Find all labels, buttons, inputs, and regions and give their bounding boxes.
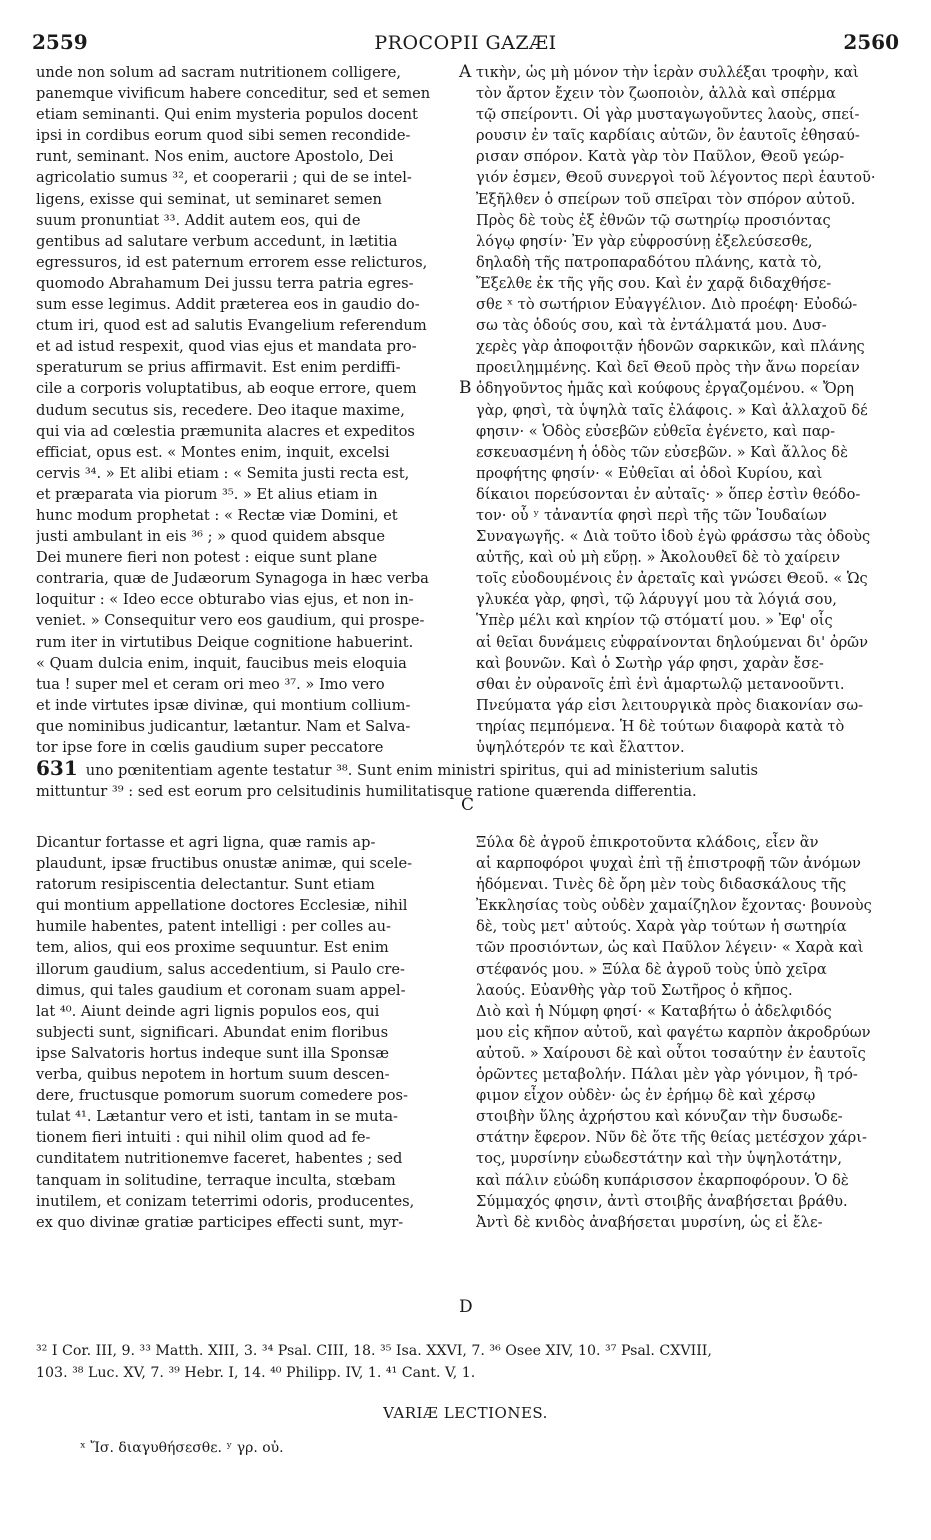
text-line: τικὴν, ὡς μὴ μόνον τὴν ἱερὰν συλλέξαι τροφὴν, καὶ bbox=[476, 64, 859, 81]
text-line: speraturum se prius affirmavit. Est enim perdiffi- bbox=[36, 359, 401, 377]
text-line: ἡδόμεναι. Τινὲς δὲ ὄρη μὲν τοὺς διδασκάλους τῆς bbox=[476, 876, 847, 894]
text-line: etiam seminanti. Qui enim mysteria populos docent bbox=[36, 106, 418, 124]
text-line: προειλημμένης. Καὶ δεῖ Θεοῦ πρὸς τὴν ἄνω πορείαν bbox=[476, 359, 860, 377]
margin-marker-b: B bbox=[459, 378, 472, 398]
text-line: et inde virtutes ipsæ divinæ, qui montium collium- bbox=[36, 696, 411, 714]
text-line: egressuros, id est paternum errorem esse relicturos, bbox=[36, 253, 428, 271]
text-line: cile a corporis voluptatibus, ab eoque errore, quem bbox=[36, 380, 417, 398]
text-line: loquitur : « Ideo ecce obturabo vias ejus, et non in- bbox=[36, 591, 414, 609]
text-line: Ξύλα δὲ ἀγροῦ ἐπικροτοῦντα κλάδοις, εἶεν ἂν bbox=[476, 834, 819, 851]
text-line: tem, alios, qui eos proxime sequuntur. Est enim bbox=[36, 939, 389, 957]
full-width-line-2: mittuntur ³⁹ : sed est eorum pro celsitudinis humilitatisque ratione quærenda differentia. bbox=[36, 783, 697, 801]
text-line: γὰρ, φησὶ, τὰ ὑψηλὰ ταῖς ἐλάφοις. » Καὶ ἀλλαχοῦ δέ bbox=[476, 401, 868, 419]
footnote-line-2: 103. ³⁸ Luc. XV, 7. ³⁹ Hebr. I, 14. ⁴⁰ Philipp. IV, 1. ⁴¹ Cant. V, 1. bbox=[36, 1365, 476, 1381]
text-line: γλυκέα γὰρ, φησὶ, τῷ λάρυγγί μου τὰ λόγιά σου, bbox=[476, 591, 837, 609]
text-line: illorum gaudium, salus accedentium, si Paulo cre- bbox=[36, 960, 405, 978]
margin-marker-d: D bbox=[459, 1297, 473, 1317]
text-line: panemque vivificum habere conceditur, sed et semen bbox=[36, 85, 431, 103]
text-line: sum esse legimus. Addit præterea eos in gaudio do- bbox=[36, 296, 420, 314]
text-line: τῶν προσιόντων, ὡς καὶ Παῦλον λέγειν· « Χαρὰ καὶ bbox=[476, 939, 864, 957]
text-line: Dicantur fortasse et agri ligna, quæ ramis ap- bbox=[36, 834, 376, 851]
greek-column-lower bbox=[476, 832, 896, 1233]
variae-lectiones-heading: VARIÆ LECTIONES. bbox=[383, 1404, 548, 1422]
footnote-line-1: ³² I Cor. III, 9. ³³ Matth. XIII, 3. ³⁴ Psal. CIII, 18. ³⁵ Isa. XXVI, 7. ³⁶ Osee XIV, 10. ³⁷ Psal. CXVIII, bbox=[36, 1343, 712, 1359]
footnotes bbox=[36, 1340, 896, 1384]
margin-marker-a: A bbox=[459, 62, 472, 82]
text-line: tionem fieri intuiti : qui nihil olim quod ad fe- bbox=[36, 1129, 371, 1147]
text-line: Ἀντὶ δὲ κνιδὸς ἀναβήσεται μυρσίνη, ὡς εἰ ἔλε- bbox=[476, 1213, 823, 1231]
text-line: ὑψηλότερόν τε καὶ ἔλαττον. bbox=[476, 739, 685, 756]
text-line: dere, fructusque pomorum suorum comedere pos- bbox=[36, 1087, 408, 1105]
text-line: que nominibus judicantur, lætantur. Nam et Salva- bbox=[36, 717, 411, 735]
text-line: suum pronuntiat ³³. Addit autem eos, qui de bbox=[36, 211, 361, 229]
text-line: ipse Salvatoris hortus indeque sunt illa Sponsæ bbox=[36, 1044, 389, 1062]
text-line: γιόν ἐσμεν, Θεοῦ συνεργοὶ τοῦ λέγοντος περὶ ἑαυτοῦ· bbox=[476, 169, 876, 187]
text-line: αὐτοῦ. » Χαίρουσι δὲ καὶ οὗτοι τοσαύτην ἐν ἑαυτοῖς bbox=[476, 1044, 866, 1062]
variae-lectiones-note: ˣ Ἴσ. διαγυθήσεσθε. ʸ γρ. οὐ. bbox=[80, 1440, 284, 1456]
text-line: « Quam dulcia enim, inquit, faucibus meis eloquia bbox=[36, 654, 407, 672]
full-width-text bbox=[36, 758, 896, 802]
text-line: tor ipse fore in cœlis gaudium super peccatore bbox=[36, 739, 384, 756]
running-title: PROCOPII GAZÆI bbox=[374, 32, 557, 54]
text-line: σω τὰς ὁδούς σου, καὶ τὰ ἐντάλματά μου. Δυσ- bbox=[476, 317, 827, 335]
text-line: Πρὸς δὲ τοὺς ἐξ ἐθνῶν τῷ σωτηρίῳ προσιόντας bbox=[476, 211, 831, 229]
text-line: humile habentes, patent intelligi : per colles au- bbox=[36, 918, 391, 936]
text-line: καὶ πάλιν εὐώδη κυπάρισσον ἐκαρποφόρουν. Ὁ δὲ bbox=[476, 1171, 849, 1189]
text-line: ratorum resipiscentia delectantur. Sunt etiam bbox=[36, 876, 375, 894]
text-line: inutilem, et conizam teterrimi odoris, producentes, bbox=[36, 1192, 415, 1210]
text-line: στέφανός μου. » Ξύλα δὲ ἀγροῦ τοὺς ὑπὸ χεῖρα bbox=[476, 960, 827, 978]
text-line: verba, quibus nepotem in hortum suum descen- bbox=[36, 1066, 390, 1084]
text-line: rum iter in virtutibus Deique cognitione habuerint. bbox=[36, 633, 414, 651]
text-line: et ad istud respexit, quod vias ejus et mandata pro- bbox=[36, 338, 417, 356]
text-line: φησιν· « Ὁδὸς εὐσεβῶν εὐθεῖα ἐγένετο, καὶ παρ- bbox=[476, 422, 836, 440]
text-line: εσκευασμένη ἡ ὁδὸς τῶν εὐσεβῶν. » Καὶ ἄλλος δὲ bbox=[476, 443, 848, 461]
text-line: προφήτης φησίν· « Εὐθεῖαι αἱ ὁδοὶ Κυρίου, καὶ bbox=[476, 464, 823, 482]
section-number: 631 bbox=[36, 756, 78, 780]
full-width-line-1: 631 uno pœnitentiam agente testatur ³⁸. Sunt enim ministri spiritus, qui ad ministerium salutis bbox=[36, 756, 759, 780]
page-header bbox=[32, 30, 899, 56]
text-line: ctum iri, quod est ad salutis Evangelium referendum bbox=[36, 317, 427, 335]
text-line: σθαι ἐν οὐρανοῖς ἐπὶ ἑνὶ ἁμαρτωλῷ μετανοοῦντι. bbox=[476, 675, 845, 693]
text-line: justi ambulant in eis ³⁶ ; » quod quidem absque bbox=[36, 528, 386, 546]
text-line: Dei munere fieri non potest : eique sunt plane bbox=[36, 549, 378, 567]
text-line: Ὑπὲρ μέλι καὶ κηρίον τῷ στόματί μου. » Ἐφ' οἷς bbox=[476, 612, 833, 630]
text-line: dimus, qui tales gaudium et coronam suam appel- bbox=[36, 981, 406, 999]
text-line: ρουσιν ἐν ταῖς καρδίαις αὐτῶν, ὃν ἑαυτοῖς ἐθησαύ- bbox=[476, 127, 860, 145]
text-line: αἱ καρποφόροι ψυχαὶ ἐπὶ τῇ ἐπιστροφῇ τῶν ἀνόμων bbox=[476, 855, 861, 873]
margin-marker-c: C bbox=[461, 795, 475, 815]
text-line: cunditatem nutritionemve faceret, habentes ; sed bbox=[36, 1150, 403, 1168]
text-line: efficiat, opus est. « Montes enim, inquit, excelsi bbox=[36, 443, 390, 461]
text-line: αἱ θεῖαι δυνάμεις εὐφραίνονται δηλούμεναι δι' ὀρῶν bbox=[476, 633, 868, 651]
text-line: tua ! super mel et ceram ori meo ³⁷. » Imo vero bbox=[36, 675, 385, 693]
text-line: τῷ σπείροντι. Οἱ γὰρ μυσταγωγοῦντες λαοὺς, σπεί- bbox=[476, 106, 860, 124]
text-line: αὐτῆς, καὶ οὐ μὴ εὕρῃ. » Ἀκολουθεῖ δὲ τὸ χαίρειν bbox=[476, 549, 841, 567]
text-line: unde non solum ad sacram nutritionem colligere, bbox=[36, 64, 401, 81]
text-line: qui via ad cœlestia præmunita alacres et expeditos bbox=[36, 422, 415, 440]
text-line: φιμον εἶχον οὐδὲν· ὡς ἐν ἐρήμῳ δὲ καὶ χέρσῳ bbox=[476, 1087, 816, 1105]
text-line: ligens, exisse qui seminat, ut seminaret semen bbox=[36, 190, 382, 208]
text-line: ρισαν σπόρον. Κατὰ γὰρ τὸν Παῦλον, Θεοῦ γεώρ- bbox=[476, 148, 845, 166]
text-line: ipsi in cordibus eorum quod sibi semen recondide- bbox=[36, 127, 411, 145]
text-line: qui montium appellatione doctores Ecclesiæ, nihil bbox=[36, 897, 408, 915]
text-line: μου εἰς κῆπον αὐτοῦ, καὶ φαγέτω καρπὸν ἀκροδρύων bbox=[476, 1023, 871, 1041]
greek-column-upper bbox=[476, 62, 896, 758]
text-line: cervis ³⁴. » Et alibi etiam : « Semita justi recta est, bbox=[36, 464, 410, 482]
text-line: Πνεύματα γάρ εἰσι λειτουργικὰ πρὸς διακονίαν σω- bbox=[476, 696, 864, 714]
text-line: Σύμμαχός φησιν, ἀντὶ στοιβῆς ἀναβήσεται βράθυ. bbox=[476, 1192, 848, 1210]
latin-column-upper bbox=[36, 62, 456, 758]
text-line: tulat ⁴¹. Lætantur vero et isti, tantam in se muta- bbox=[36, 1108, 398, 1126]
text-line: τοῖς εὐοδουμένοις ἐν ἀρεταῖς καὶ γνώσει Θεοῦ. « Ὡς bbox=[476, 570, 868, 588]
text-line: hunc modum prophetat : « Rectæ viæ Domini, et bbox=[36, 506, 398, 524]
text-line: χερὲς γὰρ ἀποφοιτᾷν ἡδονῶν σαρκικῶν, καὶ πλάνης bbox=[476, 338, 865, 356]
text-line: et præparata via piorum ³⁵. » Et alius etiam in bbox=[36, 485, 378, 503]
text-line: σθε ˣ τὸ σωτήριον Εὐαγγέλιον. Διὸ προέφη· Εὐοδώ- bbox=[476, 296, 858, 314]
text-line: στοιβὴν ὕλης ἀχρήστου καὶ κόνυζαν τὴν δυσωδε- bbox=[476, 1108, 843, 1126]
text-line: τος, μυρσίνην εὐωδεστάτην καὶ τὴν ὑψηλοτάτην, bbox=[476, 1150, 842, 1168]
text-line: δηλαδὴ τῆς πατροπαραδότου πλάνης, κατὰ τὸ, bbox=[476, 253, 822, 271]
text-line: agricolatio sumus ³², et cooperarii ; qui de se intel- bbox=[36, 169, 412, 187]
page-number-right: 2560 bbox=[843, 30, 899, 54]
text-line: ὁδηγοῦντος ἡμᾶς καὶ κούφους ἐργαζομένου. « Ὄρη bbox=[476, 380, 855, 398]
text-line: Ἐξῆλθεν ὁ σπείρων τοῦ σπεῖραι τὸν σπόρον αὐτοῦ. bbox=[476, 190, 856, 208]
text-line: gentibus ad salutare verbum accedunt, in lætitia bbox=[36, 232, 398, 250]
page-number-left: 2559 bbox=[32, 30, 88, 54]
text-line: Διὸ καὶ ἡ Νύμφη φησί· « Καταβήτω ὁ ἀδελφιδός bbox=[476, 1002, 832, 1020]
text-line: plaudunt, ipsæ fructibus onustæ animæ, qui scele- bbox=[36, 855, 413, 873]
text-line: runt, seminant. Nos enim, auctore Apostolo, Dei bbox=[36, 148, 394, 166]
text-line: τὸν ἄρτον ἔχειν τὸν ζωοποιὸν, ἀλλὰ καὶ σπέρμα bbox=[476, 85, 836, 103]
text-line: lat ⁴⁰. Aiunt deinde agri lignis populos eos, qui bbox=[36, 1002, 380, 1020]
text-line: Ἐκκλησίας τοὺς οὐδὲν χαμαίζηλον ἔχοντας· βουνοὺς bbox=[476, 897, 872, 915]
text-line: καὶ βουνῶν. Καὶ ὁ Σωτὴρ γάρ φησι, χαρὰν ἔσε- bbox=[476, 654, 824, 672]
latin-column-lower bbox=[36, 832, 456, 1233]
text-line: quomodo Abrahamum Dei jussu terra patria egres- bbox=[36, 274, 414, 292]
text-line: δὲ, τοὺς μετ' αὐτούς. Χαρὰ γὰρ τούτων ἡ σωτηρία bbox=[476, 918, 847, 936]
text-line: λόγῳ φησίν· Ἐν γὰρ εὐφροσύνῃ ἐξελεύσεσθε, bbox=[476, 232, 813, 250]
text-line: Ἔξελθε ἐκ τῆς γῆς σου. Καὶ ἐν χαρᾷ διδαχθήσε- bbox=[476, 274, 832, 292]
text-line: στάτην ἔφερον. Νῦν δὲ ὅτε τῆς θείας μετέσχον χάρι- bbox=[476, 1129, 867, 1147]
text-line: tanquam in solitudine, terraque inculta, stœbam bbox=[36, 1171, 396, 1189]
text-line: τον· οὗ ʸ τἀναντία φησὶ περὶ τῆς τῶν Ἰουδαίων bbox=[476, 506, 827, 524]
text-line: contraria, quæ de Judæorum Synagoga in hæc verba bbox=[36, 570, 429, 588]
text-line: Συναγωγῆς. « Διὰ τοῦτο ἰδοὺ ἐγὼ φράσσω τὰς ὁδοὺς bbox=[476, 528, 871, 546]
text-line: dudum secutus sis, recedere. Deo itaque maxime, bbox=[36, 401, 405, 419]
text-line: λαούς. Εὐανθὴς γὰρ τοῦ Σωτῆρος ὁ κῆπος. bbox=[476, 981, 793, 999]
text-line: ὁρῶντες μεταβολήν. Πάλαι μὲν γὰρ γόνιμον, ἢ τρό- bbox=[476, 1066, 858, 1084]
text-line: ex quo divinæ gratiæ participes effecti sunt, myr- bbox=[36, 1213, 404, 1231]
text-line: subjecti sunt, significari. Abundat enim floribus bbox=[36, 1023, 389, 1041]
text-line: τηρίας πεμπόμενα. Ἡ δὲ τούτων διαφορὰ κατὰ τὸ bbox=[476, 717, 845, 735]
text-line: veniet. » Consequitur vero eos gaudium, qui prospe- bbox=[36, 612, 425, 630]
text-line: δίκαιοι πορεύσονται ἐν αὐταῖς· » ὅπερ ἐστὶν θεόδο- bbox=[476, 485, 861, 503]
